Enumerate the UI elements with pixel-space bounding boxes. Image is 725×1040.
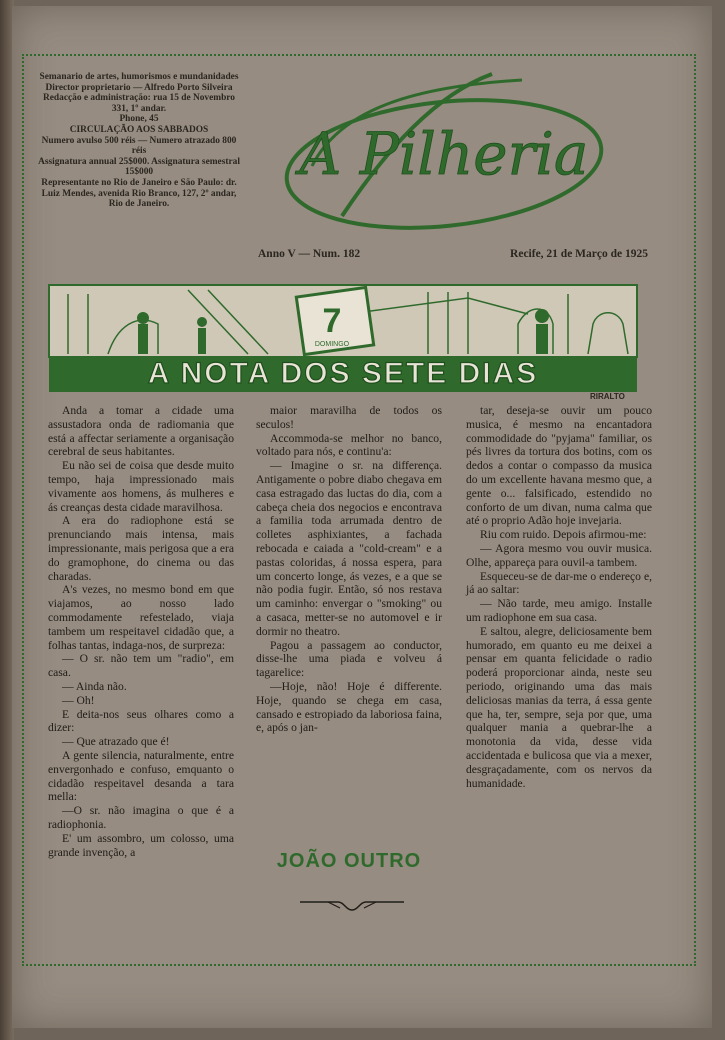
paragraph: E deita-nos seus olhares como a dizer: (48, 707, 234, 735)
paragraph: —O sr. não imagina o que é a radiophonia. (48, 804, 234, 831)
paragraph: — Não tarde, meu amigo. Installe um radiophone em sua casa. (466, 597, 652, 624)
paragraph: — Que atrazado que é! (62, 735, 170, 749)
ornament-divider (298, 896, 406, 916)
logo-text: A Pilheria (299, 120, 589, 188)
article-column-3 (466, 404, 652, 790)
article-column-2 (256, 404, 442, 735)
paragraph: A era do radiophone está se prenunciando mais intensa, mais impressionante, mais perigosa que a era do gramophone, do cinema ou das charadas. (48, 514, 234, 583)
place-date: Recife, 21 de Março de 1925 (510, 248, 648, 260)
masthead-line: Semanario de artes, humorismos e mundanidades (39, 72, 239, 82)
masthead-line: Numero avulso 500 réis — Numero atrazado 800 réis (41, 135, 237, 157)
paragraph: — Imagine o sr. na differença. Antigamente o pobre diabo chegava em casa estragado das luctas do dia, com a cabeça cheia dos negocios e encontrava a familia toda arrumada dentro de colletes asphixiantes, a fachada rebocada e caiada a "cold-cream" e a pastas coloridas, á nossa espera, para um concerto longe, ás vezes, e a que se não podia fugir. Então, só nos restava um caminho: envergar o "smoking" ou a casaca, metter-se no automovel e ir dormir no theatro. (256, 459, 442, 638)
paragraph: Eu não sei de coisa que desde muito tempo, haja impressionado mais vivamente aos homens, ás mulheres e ás creanças desta cidade maravilhosa. (48, 459, 234, 514)
paragraph: — Ainda não. (62, 679, 127, 693)
paragraph: E saltou, alegre, deliciosamente bem humorado, em quanto eu me deixei a pensar em quanta felicidade o radio poderá proporcionar ainda, neste seu periodo, originando uma das mais deliciosas manias da terra, á essa gente que ha, ter, sempre, seja por que, uma qualquer mania a quebrar-lhe a monotonia da vida, desse vida accidentada e bulicosa que via a mexer, desgraçadamente, com os nervos da humanidade. (466, 624, 652, 790)
masthead-line: Assignatura annual 25$000. Assignatura semestral 15$000 (38, 156, 240, 178)
masthead-line: Redacção e administração: rua 15 de Novembro 331, 1º andar. (43, 93, 235, 114)
calendar-caption: DOMINGO (314, 341, 350, 348)
paragraph: A gente silencia, naturalmente, entre envergonhado e confuso, emquanto o cidadão respeitavel desanda a tara mella: (48, 748, 234, 804)
paragraph: maior maravilha de todos os seculos! (256, 404, 442, 431)
pilheria-logo (272, 66, 612, 246)
paragraph: Anda a tomar a cidade uma assustadora onda de radiomania que está a affectar seriamente a organisação cerebral de seus habitantes. (48, 404, 234, 459)
calendar-day: 7 (322, 302, 342, 340)
paragraph: —Hoje, não! Hoje é differente. Hoje, quando se chega em casa, cansado e estropiado da laboriosa faina, e, após o jan- (256, 679, 442, 735)
article-column-1 (48, 404, 234, 859)
section-title: A NOTA DOS SETE DIAS (147, 357, 539, 390)
masthead-line: CIRCULAÇÃO AOS SABBADOS (69, 124, 209, 135)
masthead-line: Representante no Rio de Janeiro e São Paulo: dr. Luiz Mendes, avenida Rio Branco, 127, 2º andar, Rio de Janeiro. (41, 177, 237, 210)
paragraph: A's vezes, no mesmo bond em que viajamos, ao nosso lado commodamente refestelado, viaja tambem um respeitavel cidadão que, a folhas tantas, indaga-nos, de surpreza: (48, 583, 234, 652)
paragraph: — Agora mesmo vou ouvir musica. Olhe, appareça para ouvil-a tambem. (466, 541, 652, 569)
paragraph: — Oh! (62, 693, 95, 707)
masthead-line: Phone, 45 (119, 114, 159, 125)
paragraph: — O sr. não tem um "radio", em casa. (48, 652, 234, 680)
paragraph: E' um assombro, um colosso, uma grande invenção, a (48, 831, 234, 859)
paragraph: tar, deseja-se ouvir um pouco musica, é mesmo na encantadora commodidade do "pyjama" familiar, os pés livres da tortura dos botins, com os dedos a contar o compasso da musica do um excellente havana mesmo que, a gente o... falsificado, estendido no conforto de um divan, numa calma que até o proprio Adão hoje invejaria. (466, 404, 652, 528)
masthead-line: Director proprietario — Alfredo Porto Silveira (45, 82, 233, 93)
illustrator-signature: RIRALTO (590, 392, 625, 401)
paragraph: Riu com ruido. Depois afirmou-me: (480, 528, 647, 542)
paragraph: Pagou a passagem ao conductor, disse-lhe uma piada e volveu á tagarelice: (256, 638, 442, 680)
masthead-info (36, 72, 242, 210)
author-signature: JOÃO OUTRO (276, 850, 422, 872)
paragraph: Esqueceu-se de dar-me o endereço e, já ao saltar: (466, 569, 652, 597)
issue-line (258, 248, 648, 260)
paragraph: Accommoda-se melhor no banco, voltado para nós, e continu'a: (256, 431, 442, 459)
issue-number: Anno V — Num. 182 (258, 248, 361, 260)
